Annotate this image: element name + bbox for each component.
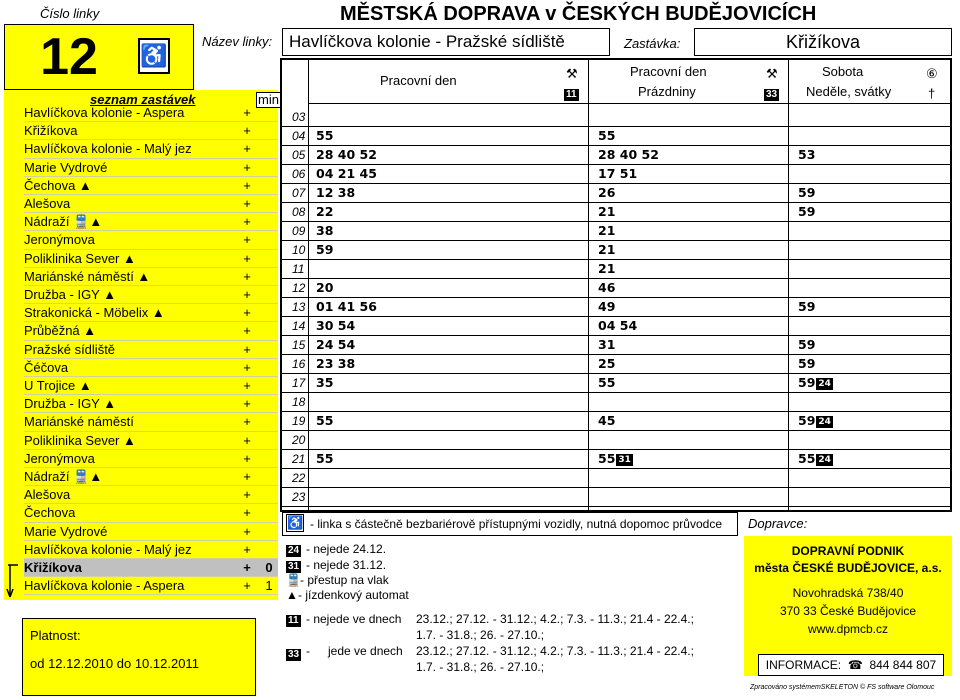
departure-minutes — [316, 298, 377, 316]
line-number: 12 — [40, 28, 98, 86]
stop-plus: + — [243, 396, 251, 412]
stops-title: seznam zastávek — [90, 92, 196, 107]
stop-row — [24, 177, 278, 195]
departure-minutes — [798, 146, 815, 164]
stop-plus: + — [243, 323, 251, 339]
legend-train-text: - přestup na vlak — [300, 573, 389, 587]
stop-name: Poliklinika Sever ▲ — [24, 432, 136, 448]
stop-name: Čechova — [24, 505, 76, 521]
operator-address-1: Novohradská 738/40 — [792, 586, 904, 600]
minutes-text: 55 — [316, 451, 334, 466]
row-divider — [282, 411, 952, 412]
stop-name: Mariánské náměstí ▲ — [24, 268, 151, 284]
mark-11: 11 — [566, 89, 577, 100]
minutes-text: 28 40 52 — [598, 147, 659, 162]
departure-minutes — [798, 336, 815, 354]
stop-row — [24, 559, 278, 577]
col-weekend-sub: Neděle, svátky — [806, 84, 892, 99]
hour-label: 06 — [292, 167, 306, 181]
departure-minutes — [316, 146, 377, 164]
departure-minutes — [798, 412, 833, 430]
stop-name: Družba - IGY ▲ — [24, 287, 117, 302]
legend-triangle-text: - jízdenkový automat — [298, 588, 409, 602]
stop-row — [24, 322, 278, 340]
departure-minutes — [598, 222, 615, 240]
hour-label: 17 — [292, 376, 306, 390]
cross-icon: † — [928, 86, 936, 101]
row-divider — [282, 278, 952, 279]
departure-minutes — [598, 203, 615, 221]
minutes-text: 55 — [798, 451, 816, 466]
info-label: INFORMACE: — [765, 658, 842, 672]
stop-row — [24, 231, 278, 249]
minutes-text: 04 54 — [598, 318, 638, 333]
departure-minutes — [316, 184, 355, 202]
saturday-icon: ⑥ — [926, 66, 938, 81]
line-name-label: Název linky: — [202, 34, 273, 49]
note-mark: 24 — [818, 378, 831, 389]
legend-11-dates-1: 23.12.; 27.12. - 31.12.; 4.2.; 7.3. - 11.3.; 21.4 - 22.4.; — [416, 612, 694, 626]
wheelchair-icon: ♿ — [287, 515, 304, 530]
minutes-text: 26 — [598, 185, 616, 200]
minutes-text: 59 — [798, 185, 816, 200]
row-divider — [282, 430, 952, 431]
minutes-text: 20 — [316, 280, 334, 295]
stop-name: Havlíčkova kolonie - Malý jez — [24, 141, 192, 157]
departure-minutes — [598, 146, 659, 164]
stop-plus: + — [243, 105, 251, 120]
stop-name: Alešova — [24, 196, 71, 211]
col-workday-title: Pracovní den — [380, 73, 457, 88]
stop-plus: + — [243, 523, 251, 539]
hour-label: 03 — [292, 110, 306, 124]
legend-33-dash: - — [306, 644, 310, 658]
minutes-text: 59 — [798, 337, 816, 352]
stop-plus: + — [243, 560, 251, 575]
stop-row — [24, 486, 278, 504]
stop-name: Křižíkova — [24, 123, 78, 139]
wheelchair-icon: ♿ — [138, 38, 170, 74]
stop-plus: + — [243, 450, 251, 466]
row-divider — [282, 183, 952, 184]
departure-minutes — [798, 355, 815, 373]
hour-label: 04 — [292, 129, 306, 143]
stop-plus: + — [243, 487, 251, 503]
stop-plus: + — [243, 214, 251, 230]
row-divider — [282, 259, 952, 260]
stop-name: Pražské sídliště — [24, 341, 116, 357]
stop-plus: + — [243, 541, 251, 557]
info-phone: 844 844 807 — [869, 658, 937, 672]
minutes-text: 24 54 — [316, 337, 356, 352]
stops-min-header: min — [258, 92, 279, 107]
stop-plus: + — [243, 159, 251, 175]
hammer-icon: ⚒ — [766, 66, 778, 81]
stop-name: Strakonická - Möbelix ▲ — [24, 305, 165, 321]
departure-minutes — [316, 279, 333, 297]
stop-name: Křižíkova — [694, 28, 952, 56]
row-divider — [282, 373, 952, 374]
minutes-text: 59 — [798, 299, 816, 314]
departure-minutes — [598, 279, 615, 297]
minutes-text: 21 — [598, 242, 616, 257]
stop-plus: + — [243, 141, 251, 157]
stop-name: Jeronýmova — [24, 232, 95, 248]
departure-minutes — [316, 317, 355, 335]
hour-label: 20 — [292, 433, 306, 447]
stop-row — [24, 504, 278, 522]
stop-plus: + — [243, 378, 251, 393]
stop-plus: + — [243, 305, 251, 321]
info-box — [758, 654, 944, 676]
hour-label: 19 — [292, 414, 306, 428]
stop-plus: + — [243, 123, 251, 139]
stop-row — [24, 541, 278, 559]
legend-33: 33 — [288, 649, 300, 660]
stop-name: Jeronýmova — [24, 450, 95, 466]
stop-plus: + — [243, 432, 251, 448]
minutes-text: 59 — [316, 242, 334, 257]
row-divider — [282, 221, 952, 222]
departure-minutes — [798, 450, 833, 468]
row-divider — [282, 487, 952, 488]
departure-minutes — [316, 374, 333, 392]
stop-name: Čéčova — [24, 359, 69, 375]
minutes-text: 22 — [316, 204, 334, 219]
departure-minutes — [598, 241, 615, 259]
note-mark: 31 — [618, 454, 631, 465]
minutes-text: 55 — [316, 413, 334, 428]
minutes-text: 59 — [798, 204, 816, 219]
stop-plus: + — [243, 414, 251, 430]
departure-minutes — [316, 336, 355, 354]
col-holiday-sub: Prázdniny — [638, 84, 696, 99]
stop-name: Havlíčkova kolonie - Aspera — [24, 578, 185, 594]
departure-minutes — [798, 298, 815, 316]
hour-label: 23 — [292, 490, 306, 504]
minutes-text: 23 38 — [316, 356, 356, 371]
stop-row — [24, 304, 278, 322]
stop-plus: + — [243, 341, 251, 357]
departure-minutes — [316, 241, 333, 259]
stop-row — [24, 359, 278, 377]
hour-label: 13 — [292, 300, 306, 314]
hour-label: 05 — [292, 148, 306, 162]
validity-label: Platnost: — [30, 628, 81, 643]
operator-address-2: 370 33 České Budějovice — [779, 604, 917, 618]
mark-33: 33 — [766, 89, 778, 100]
stop-name: U Trojice ▲ — [24, 378, 92, 393]
validity-value: od 12.12.2010 do 10.12.2011 — [30, 656, 199, 671]
departure-minutes — [598, 450, 633, 468]
hour-label: 15 — [292, 338, 306, 352]
minutes-text: 01 41 56 — [316, 299, 377, 314]
departure-minutes — [316, 203, 333, 221]
hour-label: 11 — [292, 262, 305, 276]
stop-row — [24, 140, 278, 158]
col-weekend-title: Sobota — [822, 64, 864, 79]
stop-plus: + — [243, 268, 251, 284]
legend-31-text: - nejede 31.12. — [306, 558, 387, 572]
stop-row — [24, 122, 278, 140]
legend-24: 24 — [288, 545, 300, 556]
departure-minutes — [798, 374, 833, 392]
minutes-text: 59 — [798, 413, 816, 428]
minutes-text: 31 — [598, 337, 616, 352]
minutes-text: 35 — [316, 375, 334, 390]
stop-plus: + — [243, 177, 251, 193]
stop-name: Mariánské náměstí — [24, 414, 134, 430]
hour-label: 09 — [292, 224, 306, 238]
footer-note: Zpracováno systémemSKELETON © FS software Olomouc — [750, 684, 935, 691]
minutes-text: 17 51 — [598, 166, 638, 181]
departure-minutes — [798, 203, 815, 221]
departure-minutes — [598, 127, 615, 145]
minutes-text: 59 — [798, 375, 816, 390]
row-divider — [282, 240, 952, 241]
stop-plus: + — [243, 287, 251, 302]
departure-minutes — [316, 127, 333, 145]
stop-row — [24, 268, 278, 286]
minutes-text: 04 21 45 — [316, 166, 377, 181]
departure-minutes — [598, 165, 637, 183]
direction-arrow-icon — [6, 563, 22, 599]
stop-plus: + — [243, 250, 251, 266]
stop-row — [24, 413, 278, 431]
stop-row — [24, 104, 278, 122]
ticket-machine-icon: ▲ — [286, 588, 298, 602]
stop-name: Alešova — [24, 487, 71, 503]
route-name: Havlíčkova kolonie - Pražské sídliště — [282, 28, 610, 56]
stop-name: Havlíčkova kolonie - Malý jez — [24, 541, 192, 557]
stop-plus: + — [243, 578, 251, 594]
operator-name-2: města ČESKÉ BUDĚJOVICE, a.s. — [754, 561, 942, 575]
departure-minutes — [316, 355, 355, 373]
departure-minutes — [598, 317, 637, 335]
departure-minutes — [598, 355, 615, 373]
legend-31: 31 — [288, 561, 300, 572]
row-divider — [282, 335, 952, 336]
legend-33-dates-2: 1.7. - 31.8.; 26. - 27.10.; — [416, 660, 545, 674]
legend-24-text: - nejede 24.12. — [306, 542, 387, 556]
minutes-text: 46 — [598, 280, 616, 295]
stop-name: Marie Vydrové — [24, 523, 108, 539]
stop-name: Nádraží 🚆▲ — [24, 214, 103, 230]
stop-name: Poliklinika Sever ▲ — [24, 250, 136, 266]
minutes-text: 38 — [316, 223, 334, 238]
stop-plus: + — [243, 505, 251, 521]
operator-name-1: DOPRAVNÍ PODNIK — [791, 544, 905, 558]
stop-minutes: 0 — [265, 560, 273, 575]
operator-label: Dopravce: — [748, 516, 808, 531]
phone-icon: ☎ — [844, 658, 867, 672]
minutes-text: 25 — [598, 356, 616, 371]
departure-minutes — [316, 222, 333, 240]
departure-minutes — [598, 184, 615, 202]
stop-name: Družba - IGY ▲ — [24, 396, 117, 412]
note-mark: 24 — [818, 454, 831, 465]
departure-minutes — [316, 450, 333, 468]
minutes-text: 59 — [798, 356, 816, 371]
hour-label: 16 — [292, 357, 306, 371]
stop-row — [24, 577, 278, 595]
hour-label: 07 — [292, 186, 306, 200]
minutes-text: 55 — [316, 128, 334, 143]
minutes-text: 12 38 — [316, 185, 356, 200]
hour-label: 22 — [292, 471, 306, 485]
stop-plus: + — [243, 359, 251, 375]
row-divider — [282, 126, 952, 127]
operator-web[interactable]: www.dpmcb.cz — [807, 622, 889, 636]
stop-label: Zastávka: — [624, 36, 681, 51]
departure-minutes — [798, 184, 815, 202]
minutes-text: 55 — [598, 451, 616, 466]
minutes-text: 21 — [598, 261, 616, 276]
stop-row — [24, 159, 278, 177]
departure-minutes — [598, 374, 615, 392]
stop-name: Havlíčkova kolonie - Aspera — [24, 105, 185, 120]
stop-row — [24, 286, 278, 304]
hour-label: 10 — [292, 243, 306, 257]
minutes-text: 55 — [598, 375, 616, 390]
stop-name: Čechova ▲ — [24, 177, 92, 193]
hour-label: 18 — [292, 395, 306, 409]
stop-plus: + — [243, 196, 251, 211]
hour-label: 14 — [292, 319, 306, 333]
row-divider — [282, 297, 952, 298]
departure-minutes — [598, 412, 615, 430]
stop-row — [24, 395, 278, 413]
stop-row — [24, 450, 278, 468]
stop-row — [24, 213, 278, 231]
hour-label: 08 — [292, 205, 306, 219]
hour-label: 21 — [292, 452, 306, 466]
departure-minutes — [598, 298, 615, 316]
departure-minutes — [598, 260, 615, 278]
row-divider — [282, 468, 952, 469]
legend-11-label: - nejede ve dnech — [306, 612, 402, 626]
col-holiday-title: Pracovní den — [630, 64, 707, 79]
row-divider — [282, 506, 952, 507]
hour-label: 12 — [292, 281, 306, 295]
minutes-text: 21 — [598, 223, 616, 238]
stop-name: Nádraží 🚆▲ — [24, 469, 103, 484]
stop-row — [24, 523, 278, 541]
departure-minutes — [316, 165, 377, 183]
minutes-text: 21 — [598, 204, 616, 219]
minutes-text: 28 40 52 — [316, 147, 377, 162]
departure-minutes — [598, 336, 615, 354]
stop-plus: + — [243, 469, 251, 484]
legend-33-dates-1: 23.12.; 27.12. - 31.12.; 4.2.; 7.3. - 11.3.; 21.4 - 22.4.; — [416, 644, 694, 658]
stop-name: Křižíkova — [24, 560, 82, 575]
minutes-text: 53 — [798, 147, 816, 162]
minutes-text: 30 54 — [316, 318, 356, 333]
minutes-text: 55 — [598, 128, 616, 143]
page-title: MĚSTSKÁ DOPRAVA v ČESKÝCH BUDĚJOVICÍCH — [340, 3, 817, 25]
hammer-icon: ⚒ — [566, 66, 578, 81]
minutes-text: 49 — [598, 299, 616, 314]
line-number-label: Číslo linky — [40, 6, 100, 21]
stop-plus: + — [243, 232, 251, 248]
stop-row — [24, 377, 278, 395]
stop-row — [24, 432, 278, 450]
stop-row — [24, 250, 278, 268]
legend-wheelchair-text: - linka s částečně bezbariérově přístupnými vozidly, nutná dopomoc průvodce — [310, 517, 722, 531]
legend-11: 11 — [288, 615, 299, 626]
stop-name: Průběžná ▲ — [24, 323, 97, 339]
stop-row — [24, 195, 278, 213]
stop-name: Marie Vydrové — [24, 159, 108, 175]
departure-minutes — [316, 412, 333, 430]
row-divider — [282, 354, 952, 355]
legend-33-label: jede ve dnech — [328, 644, 403, 658]
note-mark: 24 — [818, 416, 831, 427]
row-divider — [282, 392, 952, 393]
stop-minutes: 1 — [265, 578, 273, 594]
legend-11-dates-2: 1.7. - 31.8.; 26. - 27.10.; — [416, 628, 545, 642]
stop-row — [24, 468, 278, 486]
row-divider — [282, 202, 952, 203]
train-icon: 🚆 — [286, 573, 301, 587]
minutes-text: 45 — [598, 413, 616, 428]
stop-row — [24, 341, 278, 359]
